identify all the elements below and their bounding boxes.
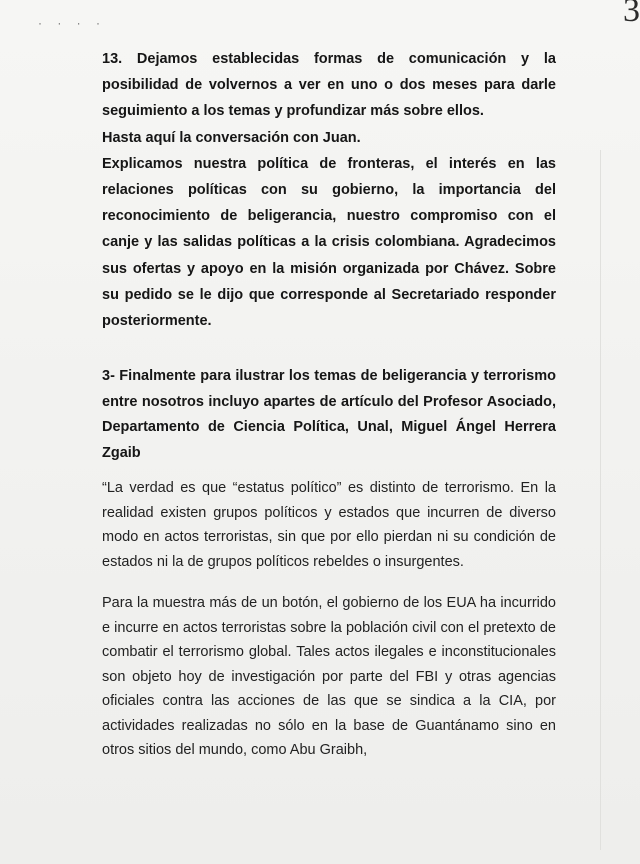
page-number: 3: [623, 0, 640, 29]
corner-marks: · · · ·: [38, 16, 106, 30]
quote-paragraph-2: Para la muestra más de un botón, el gobierno de los EUA ha incurrido e incurre en actos terroristas sobre la población civil con el pretexto de combatir el terrorismo global. Tales actos ilegales e inconstitucionales son objeto hoy de investigación por parte del FBI y otras agencias oficiales contra las acciones de las que se sindica a la CIA, por actividades realizadas no sólo en la base de Guantánamo sino en otros sitios del mundo, como Abu Graibh,: [102, 595, 556, 758]
summary-section: [102, 46, 556, 334]
section-3-heading: [102, 364, 556, 466]
frontier-policy-paragraph: Explicamos nuestra política de fronteras, el interés en las relaciones políticas con su gobierno, la importancia del reconocimiento de beligerancia, nuestro compromiso con el canje y las salidas políticas a la crisis colombiana. Agradecimos sus ofertas y apoyo en la misión organizada por Chávez. Sobre su pedido se le dijo que corresponde al Secretariado responder posteriormente.: [102, 155, 556, 330]
quote-paragraph-1: “La verdad es que “estatus político” es distinto de terrorismo. En la realidad existen grupos políticos y estados que incurren de diverso modo en actos terroristas, sin que por ello pierdan ni su condición de estados ni la de grupos políticos rebeldes o insurgentes.: [102, 480, 556, 570]
item-13-paragraph: 13. Dejamos establecidas formas de comunicación y la posibilidad de volvernos a ver en uno o dos meses para darle seguimiento a los temas y profundizar más sobre ellos.: [102, 51, 556, 120]
bleed-through-frame: [600, 150, 640, 850]
conversation-end-line: Hasta aquí la conversación con Juan.: [102, 129, 361, 146]
section-3-paragraph: 3- Finalmente para ilustrar los temas de beligerancia y terrorismo entre nosotros incluyo apartes de artículo del Profesor Asociado, Departamento de Ciencia Política, Unal, Miguel Ángel Herrera Zgaib: [102, 368, 556, 461]
quoted-article: [102, 476, 556, 780]
